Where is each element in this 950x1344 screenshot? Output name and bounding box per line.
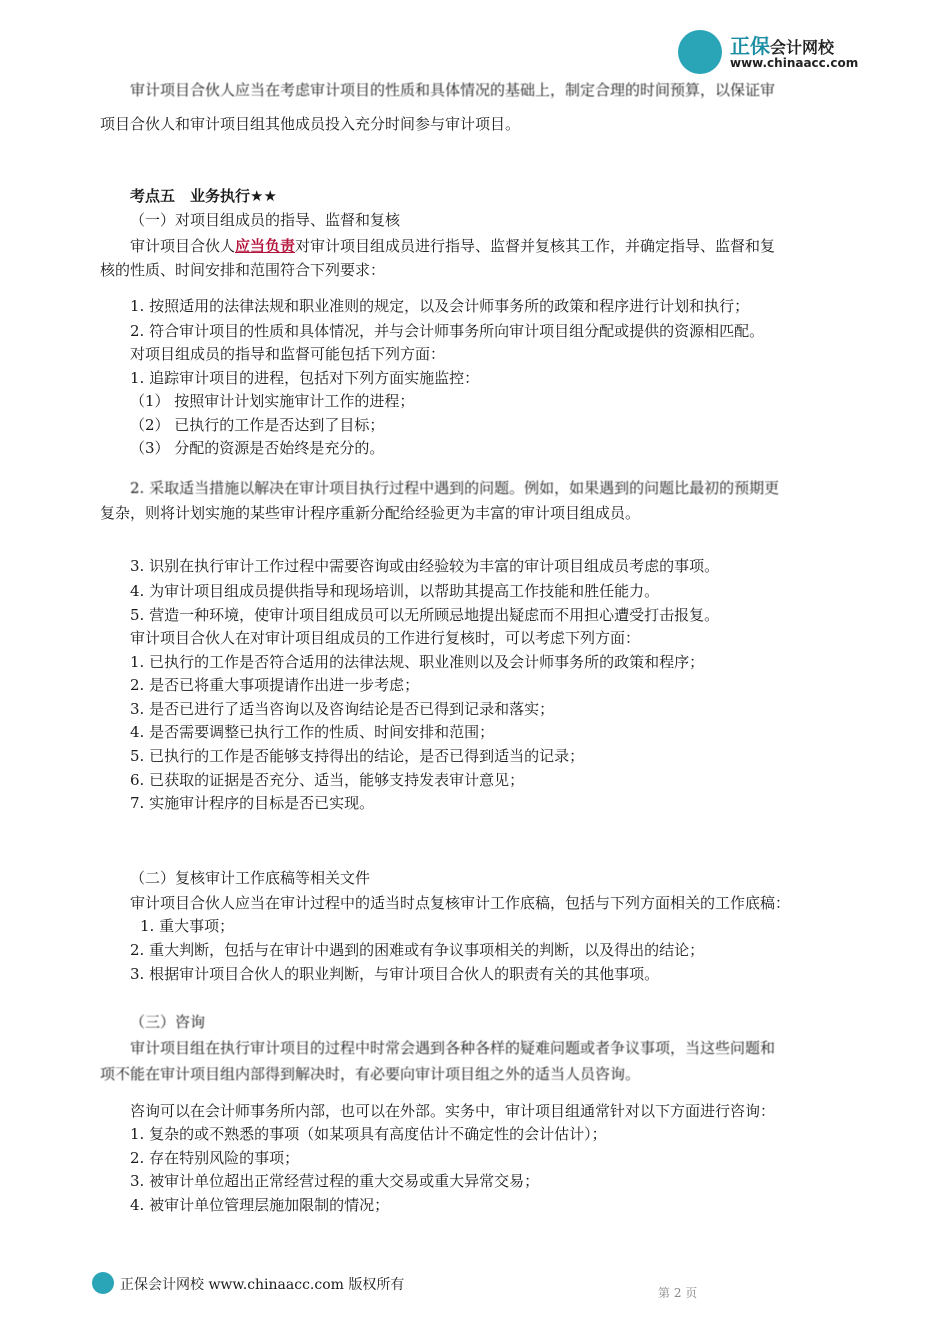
logo-url: www.chinaacc.com	[730, 56, 859, 70]
review-item-1: 1. 已执行的工作是否符合适用的法律法规、职业准则以及会计师事务所的政策和程序；	[130, 653, 705, 671]
review-item-7: 7. 实施审计程序的目标是否已实现。	[130, 794, 375, 812]
paragraph-1-line2-cut: 核的性质、时间安排和范围符合下列要求：	[100, 261, 386, 279]
highlight-responsible: 应当负责	[235, 237, 296, 255]
review-item-6: 6. 已获取的证据是否充分、适当，能够支持发表审计意见；	[130, 771, 525, 789]
subsection-title-2: （二）复核审计工作底稿等相关文件	[130, 869, 371, 887]
subsection-title-1: （一）对项目组成员的指导、监督和复核	[130, 211, 401, 229]
consult-item-2: 2. 存在特别风险的事项；	[130, 1149, 300, 1167]
footer-logo-icon	[92, 1272, 114, 1294]
paragraph-1: 审计项目合伙人应当负责对审计项目组成员进行指导、监督并复核其工作，并确定指导、监督和复	[130, 237, 776, 255]
section-title: 考点五 业务执行★★	[130, 187, 277, 205]
review-item-3: 3. 是否已进行了适当咨询以及咨询结论是否已得到记录和落实；	[130, 700, 555, 718]
guidance-item-1: 1. 追踪审计项目的进程，包括对下列方面实施监控：	[130, 369, 480, 387]
logo	[678, 28, 868, 76]
guidance-item-1a: （1） 按照审计计划实施审计工作的进程；	[130, 392, 415, 410]
requirement-1: 1. 按照适用的法律法规和职业准则的规定，以及会计师事务所的政策和程序进行计划和执行；	[130, 297, 750, 315]
workpaper-item-2: 2. 重大判断，包括与在审计中遇到的困难或有争议事项相关的判断，以及得出的结论；	[130, 941, 705, 959]
guidance-item-3: 3. 识别在执行审计工作过程中需要咨询或由经验较为丰富的审计项目组成员考虑的事项。	[130, 557, 720, 575]
review-item-5: 5. 已执行的工作是否能够支持得出的结论，是否已得到适当的记录；	[130, 747, 585, 765]
logo-emblem-icon	[678, 30, 722, 74]
guidance-item-1b: （2） 已执行的工作是否达到了目标；	[130, 416, 385, 434]
subsection-title-3-cut: （三）咨询	[130, 1013, 206, 1031]
intro-paragraph-line2: 项目合伙人和审计项目组其他成员投入充分时间参与审计项目。	[100, 115, 521, 133]
intro-paragraph-cut: 审计项目合伙人应当在考虑审计项目的性质和具体情况的基础上，制定合理的时间预算，以保证审	[130, 81, 776, 99]
page-number: 第 2 页	[658, 1286, 698, 1300]
logo-title: 正保	[730, 34, 770, 58]
guidance-item-5: 5. 营造一种环境，使审计项目组成员可以无所顾忌地提出疑虑而不用担心遭受打击报复。	[130, 606, 720, 624]
consult-paragraph-cut: 审计项目组在执行审计项目的过程中时常会遇到各种各样的疑难问题或者争议事项，当这些问题和	[130, 1039, 776, 1057]
guidance-item-1c: （3） 分配的资源是否始终是充分的。	[130, 439, 385, 457]
guidance-item-2-cut: 2. 采取适当措施以解决在审计项目执行过程中遇到的问题。例如，如果遇到的问题比最初的预期更	[130, 479, 780, 497]
workpaper-item-1: 1. 重大事项；	[140, 917, 235, 935]
consult-item-4: 4. 被审计单位管理层施加限制的情况；	[130, 1196, 390, 1214]
logo-subtitle: 会计网校	[770, 38, 835, 57]
consult-intro: 咨询可以在会计师事务所内部，也可以在外部。实务中，审计项目组通常针对以下方面进行咨询：	[130, 1102, 776, 1120]
workpaper-item-3-cut: 3. 根据审计项目合伙人的职业判断，与审计项目合伙人的职责有关的其他事项。	[130, 965, 660, 983]
consult-item-1: 1. 复杂的或不熟悉的事项（如某项具有高度估计不确定性的会计估计）；	[130, 1125, 607, 1143]
review-intro: 审计项目合伙人在对审计项目组成员的工作进行复核时，可以考虑下列方面：	[130, 629, 641, 647]
requirement-2: 2. 符合审计项目的性质和具体情况，并与会计师事务所向审计项目组分配或提供的资源相匹配。	[130, 322, 765, 340]
review-item-2: 2. 是否已将重大事项提请作出进一步考虑；	[130, 676, 420, 694]
workpaper-intro: 审计项目合伙人应当在审计过程中的适当时点复核审计工作底稿，包括与下列方面相关的工作底稿：	[130, 894, 791, 912]
consult-item-3: 3. 被审计单位超出正常经营过程的重大交易或重大异常交易；	[130, 1172, 540, 1190]
guidance-intro: 对项目组成员的指导和监督可能包括下列方面：	[130, 345, 446, 363]
review-item-4: 4. 是否需要调整已执行工作的性质、时间安排和范围；	[130, 723, 495, 741]
footer-copyright: 正保会计网校 www.chinaacc.com 版权所有	[120, 1277, 405, 1293]
guidance-item-4: 4. 为审计项目组成员提供指导和现场培训，以帮助其提高工作技能和胜任能力。	[130, 582, 660, 600]
consult-paragraph-line2-cut: 项不能在审计项目组内部得到解决时，有必要向审计项目组之外的适当人员咨询。	[100, 1065, 641, 1083]
guidance-item-2-line2: 复杂，则将计划实施的某些审计程序重新分配给经验更为丰富的审计项目组成员。	[100, 504, 641, 522]
